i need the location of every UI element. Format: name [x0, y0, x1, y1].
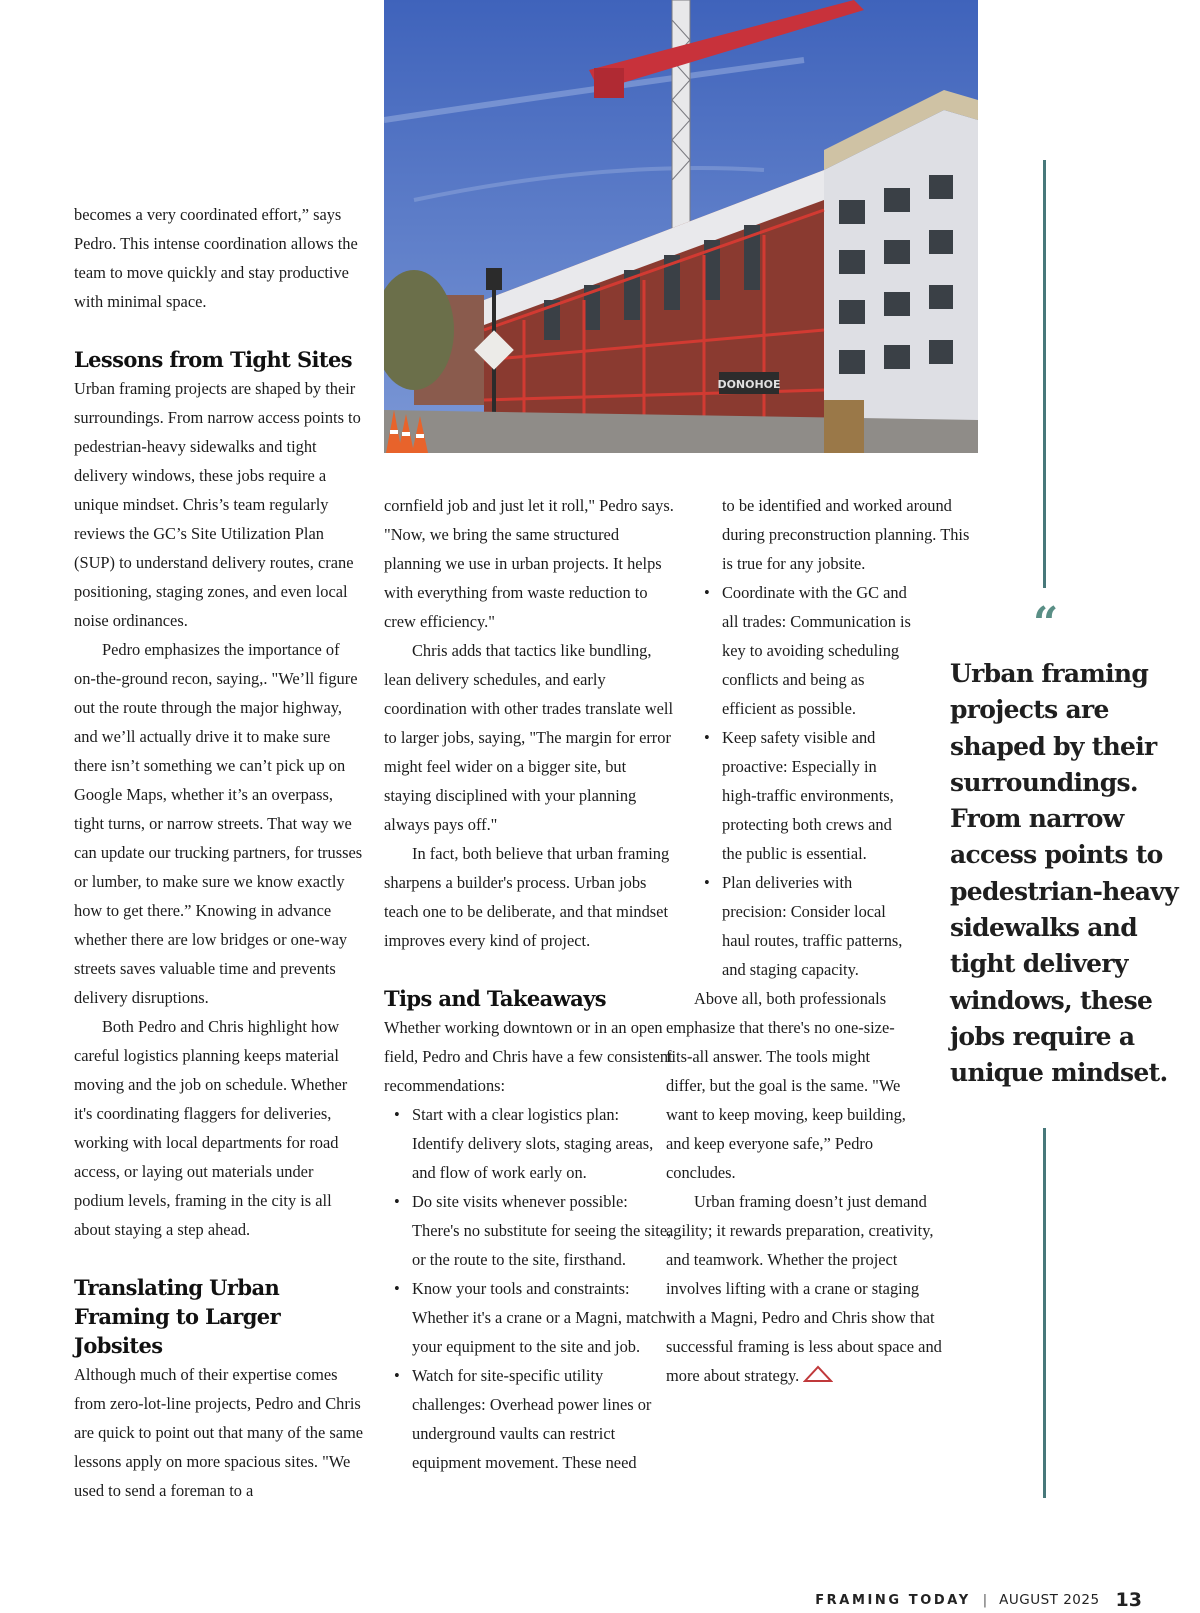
body-paragraph: Urban framing projects are shaped by their surroundings. From narrow access points to pedestrian-heavy sidewalks and tight delivery windows, these jobs require a unique mindset. Chris’s team regularly reviews the GC’s Site Utilization Plan (SUP) to understand delivery routes, crane positioning, staging zones, and even local noise ordinances.	[74, 379, 361, 630]
list-item: • Watch for site-specific utility challenges: Overhead power lines or underground vaults can restrict equipment movement. These need	[412, 1361, 674, 1477]
page-footer	[815, 1587, 1142, 1613]
closing-paragraph-text: Urban framing doesn’t just demand agility; it rewards preparation, creativity, and teamwork. Whether the project involves lifting with a crane or staging with a Magni, Pedro and Chris show that successful framing is less about space and more about strategy.	[666, 1192, 942, 1385]
section-heading-translating: Translating Urban Framing to Larger Jobsites	[74, 1275, 281, 1358]
section-heading-lessons: Lessons from Tight Sites	[74, 347, 353, 372]
body-paragraph: becomes a very coordinated effort,” says Pedro. This intense coordination allows the team to move quickly and stay productive with minimal space.	[74, 205, 358, 311]
body-paragraph: Pedro emphasizes the importance of on-the-ground recon, saying,. "We’ll figure out the route through the major highway, and we’ll actually drive it to make sure there isn’t something we can’t pick up on Google Maps, whether it’s an overpass, tight turns, or narrow streets. That way we can update our trucking partners, for trusses or lumber, to make sure we know exactly how to get there.” Knowing in advance whether there are low bridges or one-way streets saves valuable time and prevents delivery disruptions.	[74, 640, 363, 1007]
list-item: • Know your tools and constraints: Whether it's a crane or a Magni, match your equipment to the site and job.	[412, 1274, 674, 1361]
list-item: • Plan deliveries with precision: Consider local haul routes, traffic patterns, and staging capacity.	[722, 868, 912, 984]
list-item: • Keep safety visible and proactive: Especially in high-traffic environments, protecting both crews and the public is essential.	[722, 723, 912, 868]
list-item: • Do site visits whenever possible: There's no substitute for seeing the site, or the route to the site, firsthand.	[412, 1187, 674, 1274]
site-sign-text: DONOHOE	[717, 378, 781, 391]
end-of-article-triangle-icon	[803, 1365, 833, 1383]
list-item: • Start with a clear logistics plan: Identify delivery slots, staging areas, and flow of work early on.	[412, 1100, 674, 1187]
pull-quote-rule-bottom	[1043, 1128, 1046, 1498]
article-column-3	[666, 491, 984, 1390]
list-item: • Coordinate with the GC and all trades: Communication is key to avoiding scheduling conflicts and being as efficient as possible.	[722, 578, 912, 723]
page-number: 13	[1115, 1589, 1142, 1611]
footer-separator: |	[982, 1592, 988, 1608]
construction-site-illustration	[384, 0, 978, 453]
body-paragraph: In fact, both believe that urban framing sharpens a builder's process. Urban jobs teach one to be deliberate, and that mindset improves every kind of project.	[384, 844, 670, 950]
list-item-continuation: to be identified and worked around during preconstruction planning. This is true for any jobsite.	[722, 496, 970, 573]
publication-name: FRAMING TODAY	[815, 1592, 971, 1608]
tips-list	[384, 1100, 674, 1477]
body-paragraph: cornfield job and just let it roll," Pedro says. "Now, we bring the same structured planning we use in urban projects. It helps with everything from waste reduction to crew efficiency."	[384, 496, 674, 631]
body-paragraph: Chris adds that tactics like bundling, lean delivery schedules, and early coordination with other trades translate well to larger jobs, saying, "The margin for error might feel wider on a bigger site, but staying disciplined with your planning always pays off."	[384, 641, 674, 834]
quote-mark-icon: “	[1033, 598, 1059, 649]
section-heading-tips: Tips and Takeaways	[384, 986, 606, 1011]
pull-quote: Urban framing projects are shaped by their surroundings. From narrow access points to pedestrian-heavy sidewalks and tight delivery windows, these jobs require a unique mindset.	[950, 659, 1178, 1088]
construction-site-photo	[384, 0, 978, 453]
body-paragraph: Both Pedro and Chris highlight how careful logistics planning keeps material moving and the job on schedule. Whether it's coordinating flaggers for deliveries, working with local departments for road access, or laying out materials under podium levels, framing in the city is all about staying a step ahead.	[74, 1017, 348, 1239]
pull-quote-rule-top	[1043, 160, 1046, 588]
body-paragraph: Whether working downtown or in an open field, Pedro and Chris have a few consistent recommendations:	[384, 1018, 673, 1095]
body-paragraph: Although much of their expertise comes from zero-lot-line projects, Pedro and Chris are quick to point out that many of the same lessons apply on more spacious sites. "We used to send a foreman to a	[74, 1365, 364, 1500]
article-column-1	[74, 200, 364, 1505]
body-paragraph: Above all, both professionals emphasize that there's no one-size-fits-all answer. The tools might differ, but the goal is the same. "We want to keep moving, keep building, and keep everyone safe,” Pedro concludes.	[666, 989, 906, 1182]
issue-date: AUGUST 2025	[999, 1592, 1100, 1608]
tips-list-continued	[694, 578, 912, 984]
body-paragraph	[666, 1187, 948, 1390]
article-column-2	[384, 491, 674, 1477]
